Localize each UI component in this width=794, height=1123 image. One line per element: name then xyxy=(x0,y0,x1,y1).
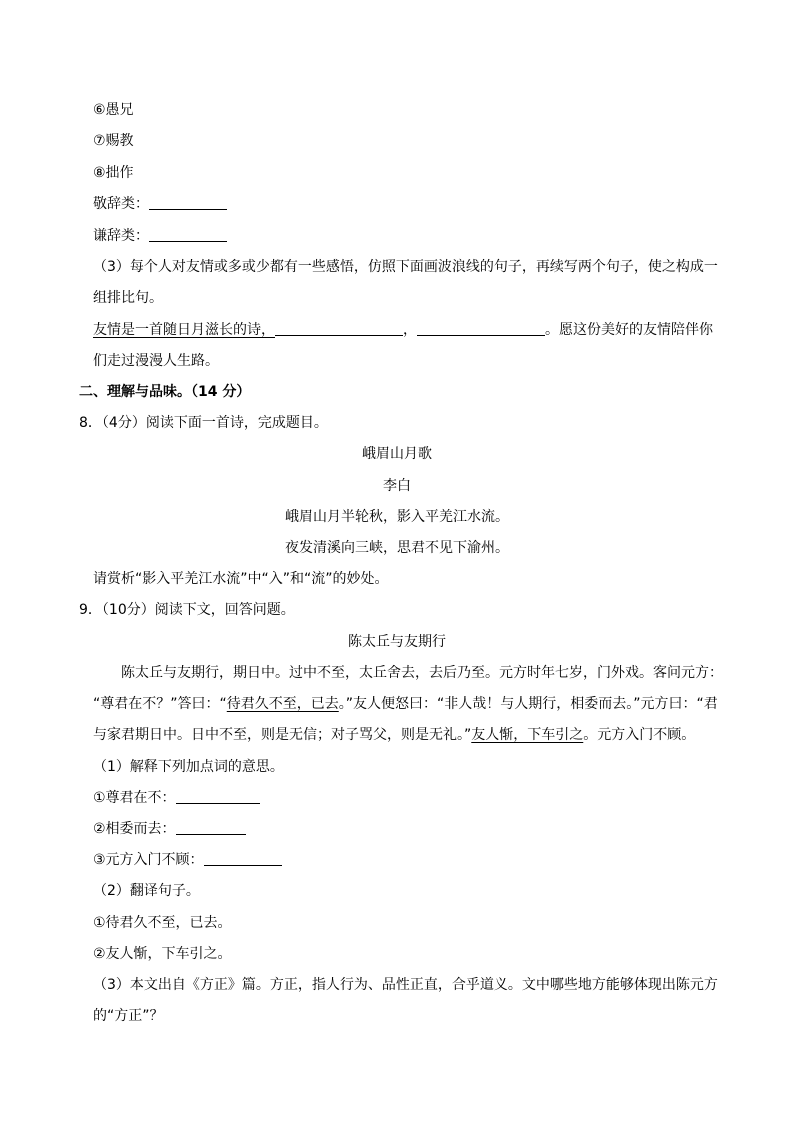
passage-line-2 xyxy=(93,694,718,714)
sentence-tail-line2: 们走过漫漫人生路。 xyxy=(93,353,219,369)
q7-part3-line2: 组排比句。 xyxy=(93,290,163,306)
qianci-label: 谦辞类： xyxy=(93,228,149,244)
word-3-blank[interactable] xyxy=(204,851,282,866)
word-2-blank[interactable] xyxy=(176,820,246,835)
passage-line-3-end: 。元方入门不顾。 xyxy=(583,727,696,743)
q9-part3-line1: （3）本文出自《方正》篇。方正，指人行为、品性正直，合乎道义。文中哪些地方能够体现出陈元方 xyxy=(93,977,718,993)
q9-part3-line2: 的“方正”？ xyxy=(93,1008,164,1024)
word-2-row xyxy=(93,819,246,839)
jingci-answer-blank[interactable] xyxy=(149,195,227,210)
q8-question: 请赏析“影入平羌江水流”中“入”和“流”的妙处。 xyxy=(93,571,389,587)
q9-stem: 9．（10分）阅读下文，回答问题。 xyxy=(79,602,295,618)
parallel-sentence-row xyxy=(93,320,713,340)
word-2-label: ②相委而去： xyxy=(93,821,176,837)
q8-stem: 8．（4分）阅读下面一首诗，完成题目。 xyxy=(79,415,328,431)
passage-title: 陈太丘与友期行 xyxy=(348,634,446,650)
q9-part2: （2）翻译句子。 xyxy=(93,883,200,899)
sentence-tail: 。愿这份美好的友情陪伴你 xyxy=(545,322,713,338)
passage-line-3-start: 与家君期日中。日中不至，则是无信；对子骂父，则是无礼。” xyxy=(93,727,472,743)
q7-part3-line1: （3）每个人对友情或多或少都有一些感悟，仿照下面画波浪线的句子，再续写两个句子，使之构成一 xyxy=(93,259,718,275)
underlined-sentence-1: 待君久不至，已去 xyxy=(226,696,339,712)
comma: ， xyxy=(403,322,417,338)
poem-line-2: 夜发清溪向三峡，思君不见下渝州。 xyxy=(285,540,509,556)
passage-line-2-end: 。”友人便怒曰：“非人哉！与人期行，相委而去。”元方曰：“君 xyxy=(338,696,718,712)
option-7: ⑦赐教 xyxy=(93,133,134,149)
qianci-row xyxy=(93,226,227,246)
translate-sentence-2: ②友人惭，下车引之。 xyxy=(93,946,232,962)
word-1-blank[interactable] xyxy=(176,789,260,804)
option-8: ⑧拙作 xyxy=(93,165,134,181)
poem-title: 峨眉山月歌 xyxy=(362,446,432,462)
translate-sentence-1: ①待君久不至，已去。 xyxy=(93,915,232,931)
model-sentence: 友情是一首随日月滋长的诗， xyxy=(93,322,275,338)
section-2-heading: 二、理解与品味。（14 分） xyxy=(79,384,251,400)
jingci-row xyxy=(93,194,227,214)
poem-author: 李白 xyxy=(383,478,411,494)
sentence-blank-1[interactable] xyxy=(275,321,403,336)
sentence-blank-2[interactable] xyxy=(417,321,545,336)
passage-line-2-start: “尊君在不？”答曰：“ xyxy=(93,696,227,712)
jingci-label: 敬辞类： xyxy=(93,196,149,212)
passage-line-1: 陈太丘与友期行，期日中。过中不至，太丘舍去，去后乃至。元方时年七岁，门外戏。客问元方： xyxy=(121,665,723,681)
qianci-answer-blank[interactable] xyxy=(149,227,227,242)
poem-line-1: 峨眉山月半轮秋，影入平羌江水流。 xyxy=(285,509,509,525)
passage-line-3 xyxy=(93,725,695,745)
word-1-row xyxy=(93,788,260,808)
word-3-label: ③元方入门不顾： xyxy=(93,852,204,868)
option-6: ⑥愚兄 xyxy=(93,102,134,118)
word-3-row xyxy=(93,850,282,870)
word-1-label: ①尊君在不： xyxy=(93,790,176,806)
q9-part1: （1）解释下列加点词的意思。 xyxy=(93,759,284,775)
underlined-sentence-2: 友人惭，下车引之 xyxy=(471,727,584,743)
